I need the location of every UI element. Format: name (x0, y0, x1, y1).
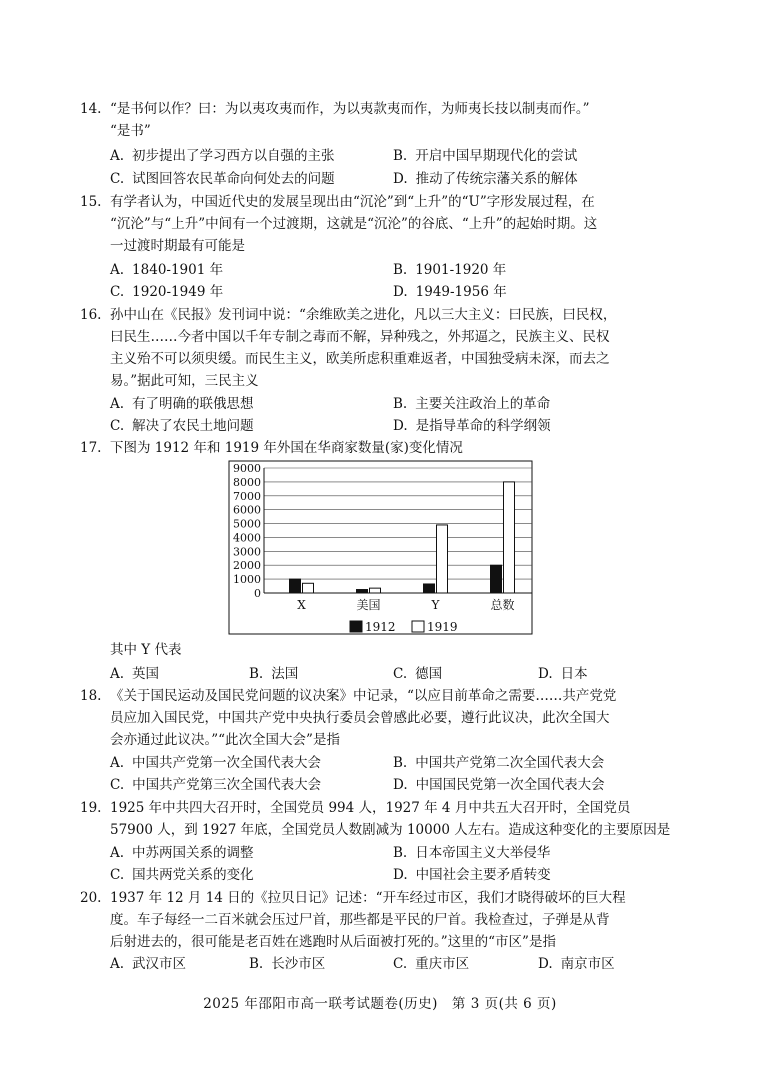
option-d[interactable] (393, 170, 578, 188)
question-number: 14. (80, 101, 102, 117)
option-a[interactable] (110, 395, 254, 413)
option-text: 日本 (560, 666, 588, 682)
bar-1912-1 (357, 590, 368, 593)
question-text-line: 1937 年 12 月 14 日的《拉贝日记》记述：“开车经过市区，我们才晓得破坏的巨大程 (110, 890, 626, 906)
option-b[interactable] (393, 395, 550, 413)
option-a[interactable] (110, 261, 223, 279)
question-number: 20. (80, 890, 102, 906)
question-text-line: 下图为 1912 年和 1919 年外国在华商家数量(家)变化情况 (110, 440, 463, 456)
option-label: C. (110, 284, 125, 300)
question-text-line: 孙中山在《民报》发刊词中说：“余维欧美之进化，凡以三大主义：曰民族，曰民权， (110, 307, 617, 323)
legend-label: 1919 (427, 620, 458, 634)
question-text-line: “沉沦”与“上升”中间有一个过渡期，这就是“沉沦”的谷底、“上升”的起始时期。这 (110, 216, 598, 232)
option-text: 中国国民党第一次全国代表大会 (415, 777, 605, 793)
bar-1919-2 (437, 525, 448, 593)
x-category-label: X (297, 598, 306, 612)
option-c[interactable] (110, 866, 254, 884)
y-tick-label: 3000 (233, 545, 261, 559)
y-tick-label: 6000 (233, 503, 261, 517)
option-text: 德国 (415, 666, 443, 682)
legend-swatch (350, 621, 362, 632)
option-b[interactable] (393, 261, 506, 279)
option-label: B. (249, 666, 264, 682)
option-text: 推动了传统宗藩关系的解体 (415, 171, 578, 187)
option-text: 南京市区 (560, 956, 615, 972)
option-label: A. (110, 956, 125, 972)
option-label: C. (110, 777, 125, 793)
option-a[interactable] (110, 754, 321, 772)
option-text: 试图回答农民革命向何处去的问题 (132, 171, 335, 187)
x-category-label: 总数 (490, 598, 515, 612)
option-b[interactable] (249, 665, 298, 683)
x-category-label: Y (431, 598, 440, 612)
option-text: 重庆市区 (415, 956, 470, 972)
option-b[interactable] (393, 844, 550, 862)
page-footer: 2025 年邵阳市高一联考试题卷(历史) 第 3 页(共 6 页) (203, 996, 557, 1012)
option-c[interactable] (393, 665, 442, 683)
option-label: B. (393, 755, 408, 771)
option-text: 中国共产党第一次全国代表大会 (132, 755, 322, 771)
question-text-line: 度。车子每经一二百米就会压过尸首，那些都是平民的尸首。我检查过，子弹是从背 (110, 912, 610, 928)
question-text-line: 易。”据此可知，三民主义 (110, 373, 259, 389)
option-text: 开启中国早期现代化的尝试 (415, 148, 578, 164)
option-c[interactable] (110, 283, 223, 301)
y-tick-label: 7000 (233, 489, 261, 503)
option-label: A. (110, 396, 125, 412)
x-category-label: 美国 (356, 598, 381, 612)
option-text: 1901-1920 年 (415, 262, 507, 278)
question-text-line: 1925 年中共四大召开时，全国党员 994 人，1927 年 4 月中共五大召开时，全国党员 (110, 800, 631, 816)
option-a[interactable] (110, 955, 186, 973)
option-text: 英国 (132, 666, 160, 682)
option-label: C. (110, 171, 125, 187)
option-text: 解决了农民土地问题 (132, 418, 254, 434)
option-text: 1949-1956 年 (415, 284, 507, 300)
option-label: D. (393, 418, 408, 434)
option-text: 中苏两国关系的调整 (132, 845, 254, 861)
option-text: 1920-1949 年 (132, 284, 224, 300)
option-label: C. (110, 867, 125, 883)
question-text-line: 其中 Y 代表 (110, 642, 182, 658)
option-text: 国共两党关系的变化 (132, 867, 254, 883)
option-label: A. (110, 755, 125, 771)
option-label: D. (393, 171, 408, 187)
y-tick-label: 4000 (233, 531, 261, 545)
y-tick-label: 1000 (233, 573, 261, 587)
question-number: 15. (80, 194, 102, 210)
question-text-line: 会亦通过此议决。”“此次全国大会”是指 (110, 732, 340, 748)
y-tick-label: 0 (254, 587, 261, 600)
option-a[interactable] (110, 665, 159, 683)
question-text-line: 曰民生……今者中国以千年专制之毒而不解，异种残之，外邦逼之，民族主义、民权 (110, 329, 610, 345)
question-text-line: “是书” (110, 123, 151, 139)
bar-1912-2 (424, 584, 435, 593)
option-label: A. (110, 845, 125, 861)
option-text: 中国共产党第三次全国代表大会 (132, 777, 322, 793)
option-label: C. (393, 956, 408, 972)
option-d[interactable] (393, 417, 551, 435)
question-text-line: 一过渡时期最有可能是 (110, 238, 245, 254)
question-number: 17. (80, 440, 102, 456)
option-text: 法国 (271, 666, 299, 682)
bar-1912-0 (290, 579, 301, 593)
question-text-line: 后射进去的，很可能是老百姓在逃跑时从后面被打死的。”这里的“市区”是指 (110, 934, 556, 950)
option-b[interactable] (393, 754, 604, 772)
option-d[interactable] (538, 665, 588, 683)
option-label: B. (249, 956, 264, 972)
y-tick-label: 5000 (233, 517, 261, 531)
option-a[interactable] (110, 147, 335, 165)
option-label: B. (393, 262, 408, 278)
legend-swatch (412, 621, 424, 632)
option-label: D. (538, 666, 553, 682)
option-text: 武汉市区 (132, 956, 187, 972)
option-label: D. (393, 867, 408, 883)
option-a[interactable] (110, 844, 254, 862)
option-text: 主要关注政治上的革命 (415, 396, 551, 412)
option-label: B. (393, 148, 408, 164)
option-c[interactable] (110, 417, 254, 435)
bar-1919-3 (504, 482, 515, 593)
option-text: 初步提出了学习西方以自强的主张 (132, 148, 335, 164)
question-text-line: “是书何以作？曰：为以夷攻夷而作，为以夷款夷而作，为师夷长技以制夷而作。” (110, 101, 590, 117)
question-text-line: 《关于国民运动及国民党问题的议决案》中记录，“以应目前革命之需要……共产党党 (110, 688, 617, 704)
option-text: 是指导革命的科学纲领 (415, 418, 551, 434)
question-text-line: 员应加入国民党，中国共产党中央执行委员会曾感此必要，遵行此议决，此次全国大 (110, 710, 610, 726)
question-text-line: 主义殆不可以须臾缓。而民生主义，欧美所虑积重难返者，中国独受病未深，而去之 (110, 351, 610, 367)
legend-label: 1912 (365, 620, 396, 634)
option-c[interactable] (110, 776, 321, 794)
question-number: 18. (80, 688, 102, 704)
option-text: 日本帝国主义大举侵华 (415, 845, 551, 861)
option-text: 有了明确的联俄思想 (132, 396, 254, 412)
bar-1919-1 (370, 588, 381, 593)
option-label: B. (393, 396, 408, 412)
option-d[interactable] (393, 866, 551, 884)
option-b[interactable] (249, 955, 325, 973)
option-label: A. (110, 262, 125, 278)
option-label: D. (393, 777, 408, 793)
question-text-line: 57900 人，到 1927 年底，全国党员人数剧减为 10000 人左右。造成这种变化的主要原因是 (110, 822, 671, 838)
option-label: A. (110, 148, 125, 164)
y-tick-label: 9000 (233, 462, 261, 475)
option-label: D. (393, 284, 408, 300)
option-d[interactable] (538, 955, 615, 973)
question-text-line: 有学者认为，中国近代史的发展呈现出由“沉沦”到“上升”的“U”字形发展过程，在 (110, 194, 595, 210)
option-d[interactable] (393, 283, 507, 301)
option-label: A. (110, 666, 125, 682)
y-tick-label: 2000 (233, 559, 261, 573)
bar-1919-0 (303, 583, 314, 593)
bar-1912-3 (491, 565, 502, 593)
option-c[interactable] (110, 170, 335, 188)
option-label: B. (393, 845, 408, 861)
option-text: 1840-1901 年 (132, 262, 224, 278)
option-b[interactable] (393, 147, 577, 165)
question-number: 16. (80, 307, 102, 323)
y-tick-label: 8000 (233, 475, 261, 489)
option-d[interactable] (393, 776, 605, 794)
option-text: 中国社会主要矛盾转变 (415, 867, 551, 883)
question-number: 19. (80, 800, 102, 816)
option-c[interactable] (393, 955, 469, 973)
option-label: C. (110, 418, 125, 434)
option-label: C. (393, 666, 408, 682)
option-text: 长沙市区 (271, 956, 326, 972)
option-label: D. (538, 956, 553, 972)
bar-chart (0, 460, 760, 640)
option-text: 中国共产党第二次全国代表大会 (415, 755, 605, 771)
